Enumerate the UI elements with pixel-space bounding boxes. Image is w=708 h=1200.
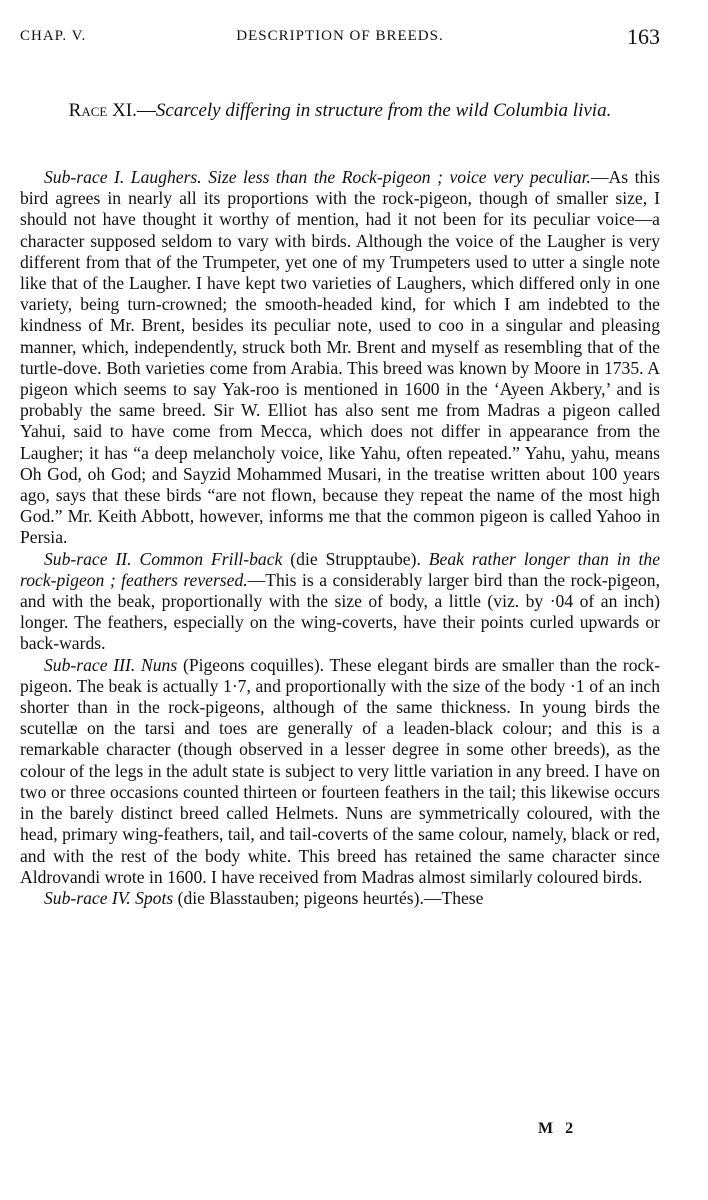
subrace-label: Sub-race III. <box>44 654 136 675</box>
chapter-label: CHAP. V. <box>20 28 87 44</box>
subrace-name-plain: (die Strupptaube). <box>282 548 429 569</box>
subrace-paragraph <box>20 888 660 909</box>
subrace-name: Nuns <box>141 654 178 675</box>
subrace-text: (die Blasstauben; pigeons heurtés).—These <box>173 887 484 908</box>
subrace-name: Laughers. <box>130 167 202 187</box>
subrace-description: Size less than the Rock-pigeon ; voice very peculiar. <box>208 167 591 187</box>
running-title: DESCRIPTION OF BREEDS. <box>236 28 444 44</box>
signature-mark: M 2 <box>538 1120 578 1137</box>
subrace-name: Common Frill-back <box>139 548 283 569</box>
subrace-text: —This is a considerably larger bird than the rock-pigeon, and with the beak, proportionally with the size of body, a little (viz. by ·04 of an inch) longer. The feathers, especially on the wing-coverts, have their points curled upwards or back-wards. <box>20 569 660 654</box>
subrace-text: —As this bird agrees in nearly all its proportions with the rock-pigeon, though of smaller size, I should not have thought it worthy of mention, had it not been for its peculiar voice—a character supposed seldom to vary with birds. Although the voice of the Laugher is very different from that of the Trumpeter, yet one of my Trumpeters used to utter a single note like that of the Laugher. I have kept two varieties of Laughers, which differed only in one variety, being turn-crowned; the smooth-headed kind, for which I am indebted to the kindness of Mr. Brent, besides its peculiar note, used to coo in a singular and pleasing manner, which, independently, struck both Mr. Brent and myself as resembling that of the turtle-dove. Both varieties come from Arabia. This breed was known by Moore in 1735. A pigeon which seems to say Yak-roo is mentioned in 1600 in the ‘Ayeen Akbery,’ and is probably the same breed. Sir W. Elliot has also sent me from Madras a pigeon called Yahui, said to have come from Mecca, which does not differ in appearance from the Laugher; it has “a deep melancholy voice, like Yahu, often repeated.” Yahu, yahu, means Oh God, oh God; and Sayzid Mohammed Musari, in the treatise written about 100 years ago, says that these birds “are not flown, because they repeat the name of the most high God.” Mr. Keith Abbott, however, informs me that the common pigeon is called Yahoo in Persia. <box>20 167 661 548</box>
subrace-paragraph <box>20 167 660 549</box>
running-header <box>20 24 660 54</box>
subrace-name: Spots <box>135 887 174 908</box>
race-dash: — <box>136 100 156 121</box>
subrace-description: Beak rather longer than in the rock-pigeon ; feathers reversed. <box>20 548 661 590</box>
race-label: Race XI. <box>68 100 137 121</box>
subrace-label: Sub-race II. <box>44 548 132 569</box>
race-description: Scarcely differing in structure from the wild Columbia livia. <box>155 100 612 121</box>
subrace-label: Sub-race I. <box>44 167 125 187</box>
subrace-paragraph <box>20 549 660 655</box>
book-page <box>20 0 660 1200</box>
subrace-text: (Pigeons coquilles). These elegant birds are smaller than the rock-pigeon. The beak is actually 1·7, and proportionally with the size of the body ·1 of an inch shorter than in the rock-pigeons, although of the same thickness. In young birds the scutellæ on the tarsi and toes are generally of a leaden-black colour; and this is a remarkable character (though observed in a lesser degree in some other breeds), as the colour of the legs in the adult state is subject to very little variation in any breed. I have on two or three occasions counted thirteen or fourteen feathers in the tail; this likewise occurs in the barely distinct breed called Helmets. Nuns are symmetrically coloured, with the head, primary wing-feathers, tail, and tail-coverts of the same colour, namely, black or red, and with the rest of the body white. This breed has retained the same character since Aldrovandi wrote in 1600. I have received from Madras almost similarly coloured birds. <box>20 654 660 887</box>
subrace-label: Sub-race IV. <box>44 887 131 908</box>
body-text <box>20 167 660 909</box>
subrace-paragraph <box>20 655 660 888</box>
page-number: 163 <box>627 24 660 49</box>
race-heading <box>20 98 660 124</box>
